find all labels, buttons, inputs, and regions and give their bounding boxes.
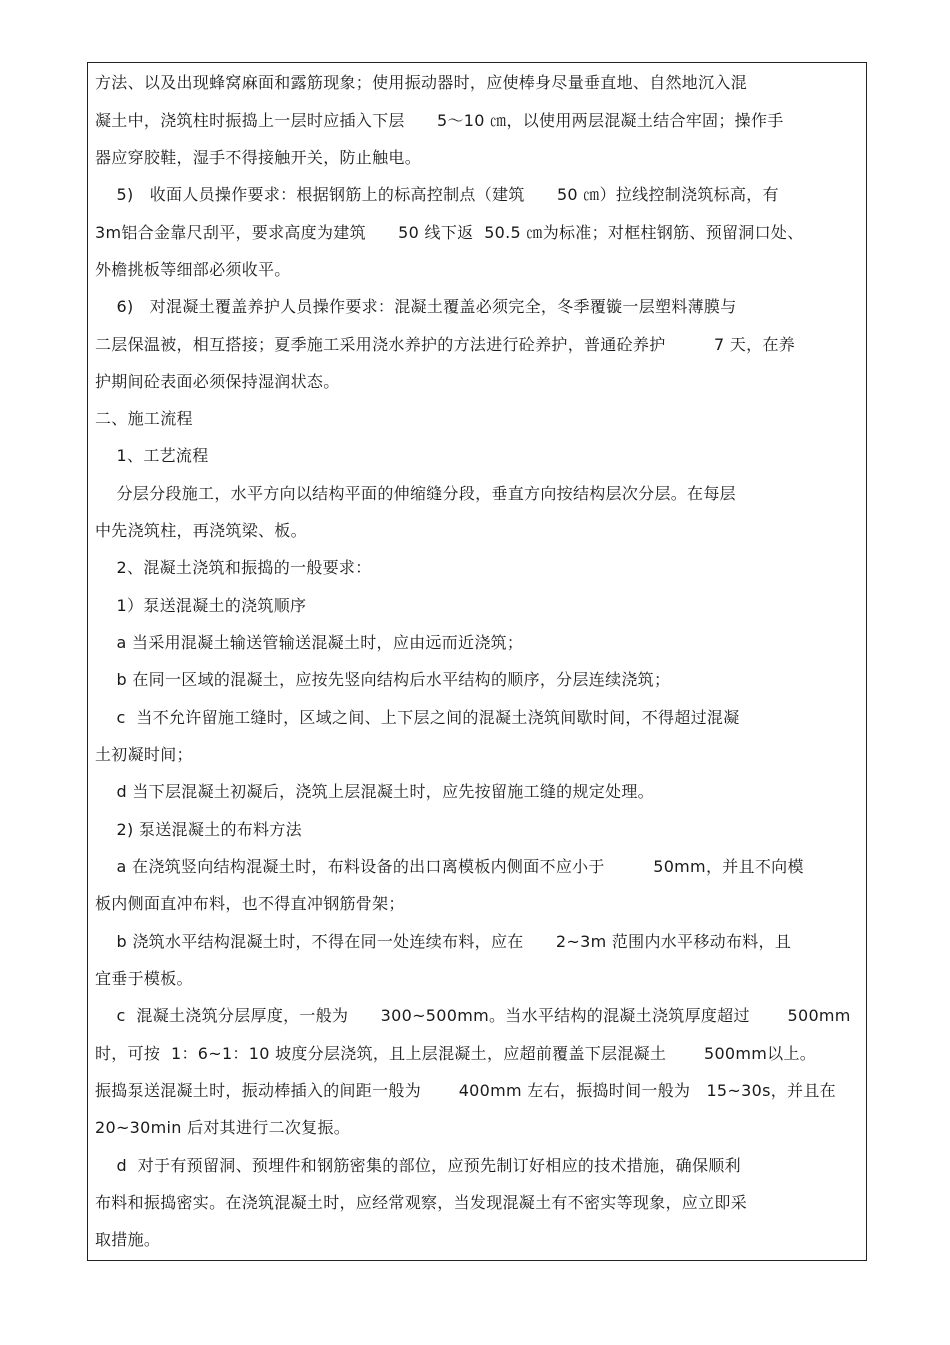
- text-line: 2) 泵送混凝土的布料方法: [95, 820, 302, 839]
- text-line: 二层保温被，相互搭接；夏季施工采用浇水养护的方法进行砼养护，普通砼养护 7 天，在养: [95, 335, 796, 354]
- text-line: d 对于有预留洞、预埋件和钢筋密集的部位，应预先制订好相应的技术措施，确保顺利: [95, 1156, 741, 1175]
- text-line: c 混凝土浇筑分层厚度，一般为 300~500mm。当水平结构的混凝土浇筑厚度超过 500mm: [95, 1006, 851, 1025]
- text-line: 外檐挑板等细部必须收平。: [95, 260, 291, 279]
- text-line: 土初凝时间；: [95, 745, 193, 764]
- text-line: 时，可按 1：6~1：10 坡度分层浇筑，且上层混凝土，应超前覆盖下层混凝土 500mm以上。: [95, 1044, 817, 1063]
- text-line: c 当不允许留施工缝时，区域之间、上下层之间的混凝土浇筑间歇时间，不得超过混凝: [95, 708, 740, 727]
- text-line: a 在浇筑竖向结构混凝土时，布料设备的出口离模板内侧面不应小于 50mm，并且不向模: [95, 857, 804, 876]
- text-line: 板内侧面直冲布料，也不得直冲钢筋骨架；: [95, 894, 405, 913]
- text-line: 护期间砼表面必须保持湿润状态。: [95, 372, 340, 391]
- text-line: 3m铝合金靠尺刮平，要求高度为建筑 50 线下返 50.5 ㎝为标准；对框柱钢筋、预留洞口处、: [95, 223, 804, 242]
- text-line: 布料和振捣密实。在浇筑混凝土时，应经常观察，当发现混凝土有不密实等现象，应立即采: [95, 1193, 748, 1212]
- text-line: 分层分段施工，水平方向以结构平面的伸缩缝分段，垂直方向按结构层次分层。在每层: [95, 484, 736, 503]
- subsection-heading: 2、混凝土浇筑和振捣的一般要求：: [95, 558, 372, 577]
- text-line: 20~30min 后对其进行二次复振。: [95, 1118, 351, 1137]
- text-line: d 当下层混凝土初凝后，浇筑上层混凝土时，应先按留施工缝的规定处理。: [95, 782, 654, 801]
- text-line: a 当采用混凝土输送管输送混凝土时，应由远而近浇筑；: [95, 633, 524, 652]
- text-line: 凝土中，浇筑柱时振捣上一层时应插入下层 5～10 ㎝，以使用两层混凝土结合牢固；操作手: [95, 111, 784, 130]
- subsection-heading: 1、工艺流程: [95, 446, 209, 465]
- text-line: 1）泵送混凝土的浇筑顺序: [95, 596, 307, 615]
- text-line: 振捣泵送混凝土时，振动棒插入的间距一般为 400mm 左右，振捣时间一般为 15~30s，并且在: [95, 1081, 836, 1100]
- text-line: b 在同一区域的混凝土，应按先竖向结构后水平结构的顺序，分层连续浇筑；: [95, 670, 671, 689]
- text-line: 取措施。: [95, 1230, 161, 1249]
- text-line: b 浇筑水平结构混凝土时，不得在同一处连续布料，应在 2~3m 范围内水平移动布料，且: [95, 932, 792, 951]
- text-line: 方法、以及出现蜂窝麻面和露筋现象；使用振动器时，应使棒身尽量垂直地、自然地沉入混: [95, 73, 748, 92]
- text-line: 5) 收面人员操作要求：根据钢筋上的标高控制点（建筑 50 ㎝）拉线控制浇筑标高，有: [95, 185, 779, 204]
- text-line: 中先浇筑柱，再浇筑梁、板。: [95, 521, 307, 540]
- text-line: 6) 对混凝土覆盖养护人员操作要求：混凝土覆盖必须完全，冬季覆镟一层塑料薄膜与: [95, 297, 737, 316]
- text-line: 宜垂于模板。: [95, 969, 193, 988]
- section-heading: 二、施工流程: [95, 409, 193, 428]
- text-line: 器应穿胶鞋，湿手不得接触开关，防止触电。: [95, 148, 422, 167]
